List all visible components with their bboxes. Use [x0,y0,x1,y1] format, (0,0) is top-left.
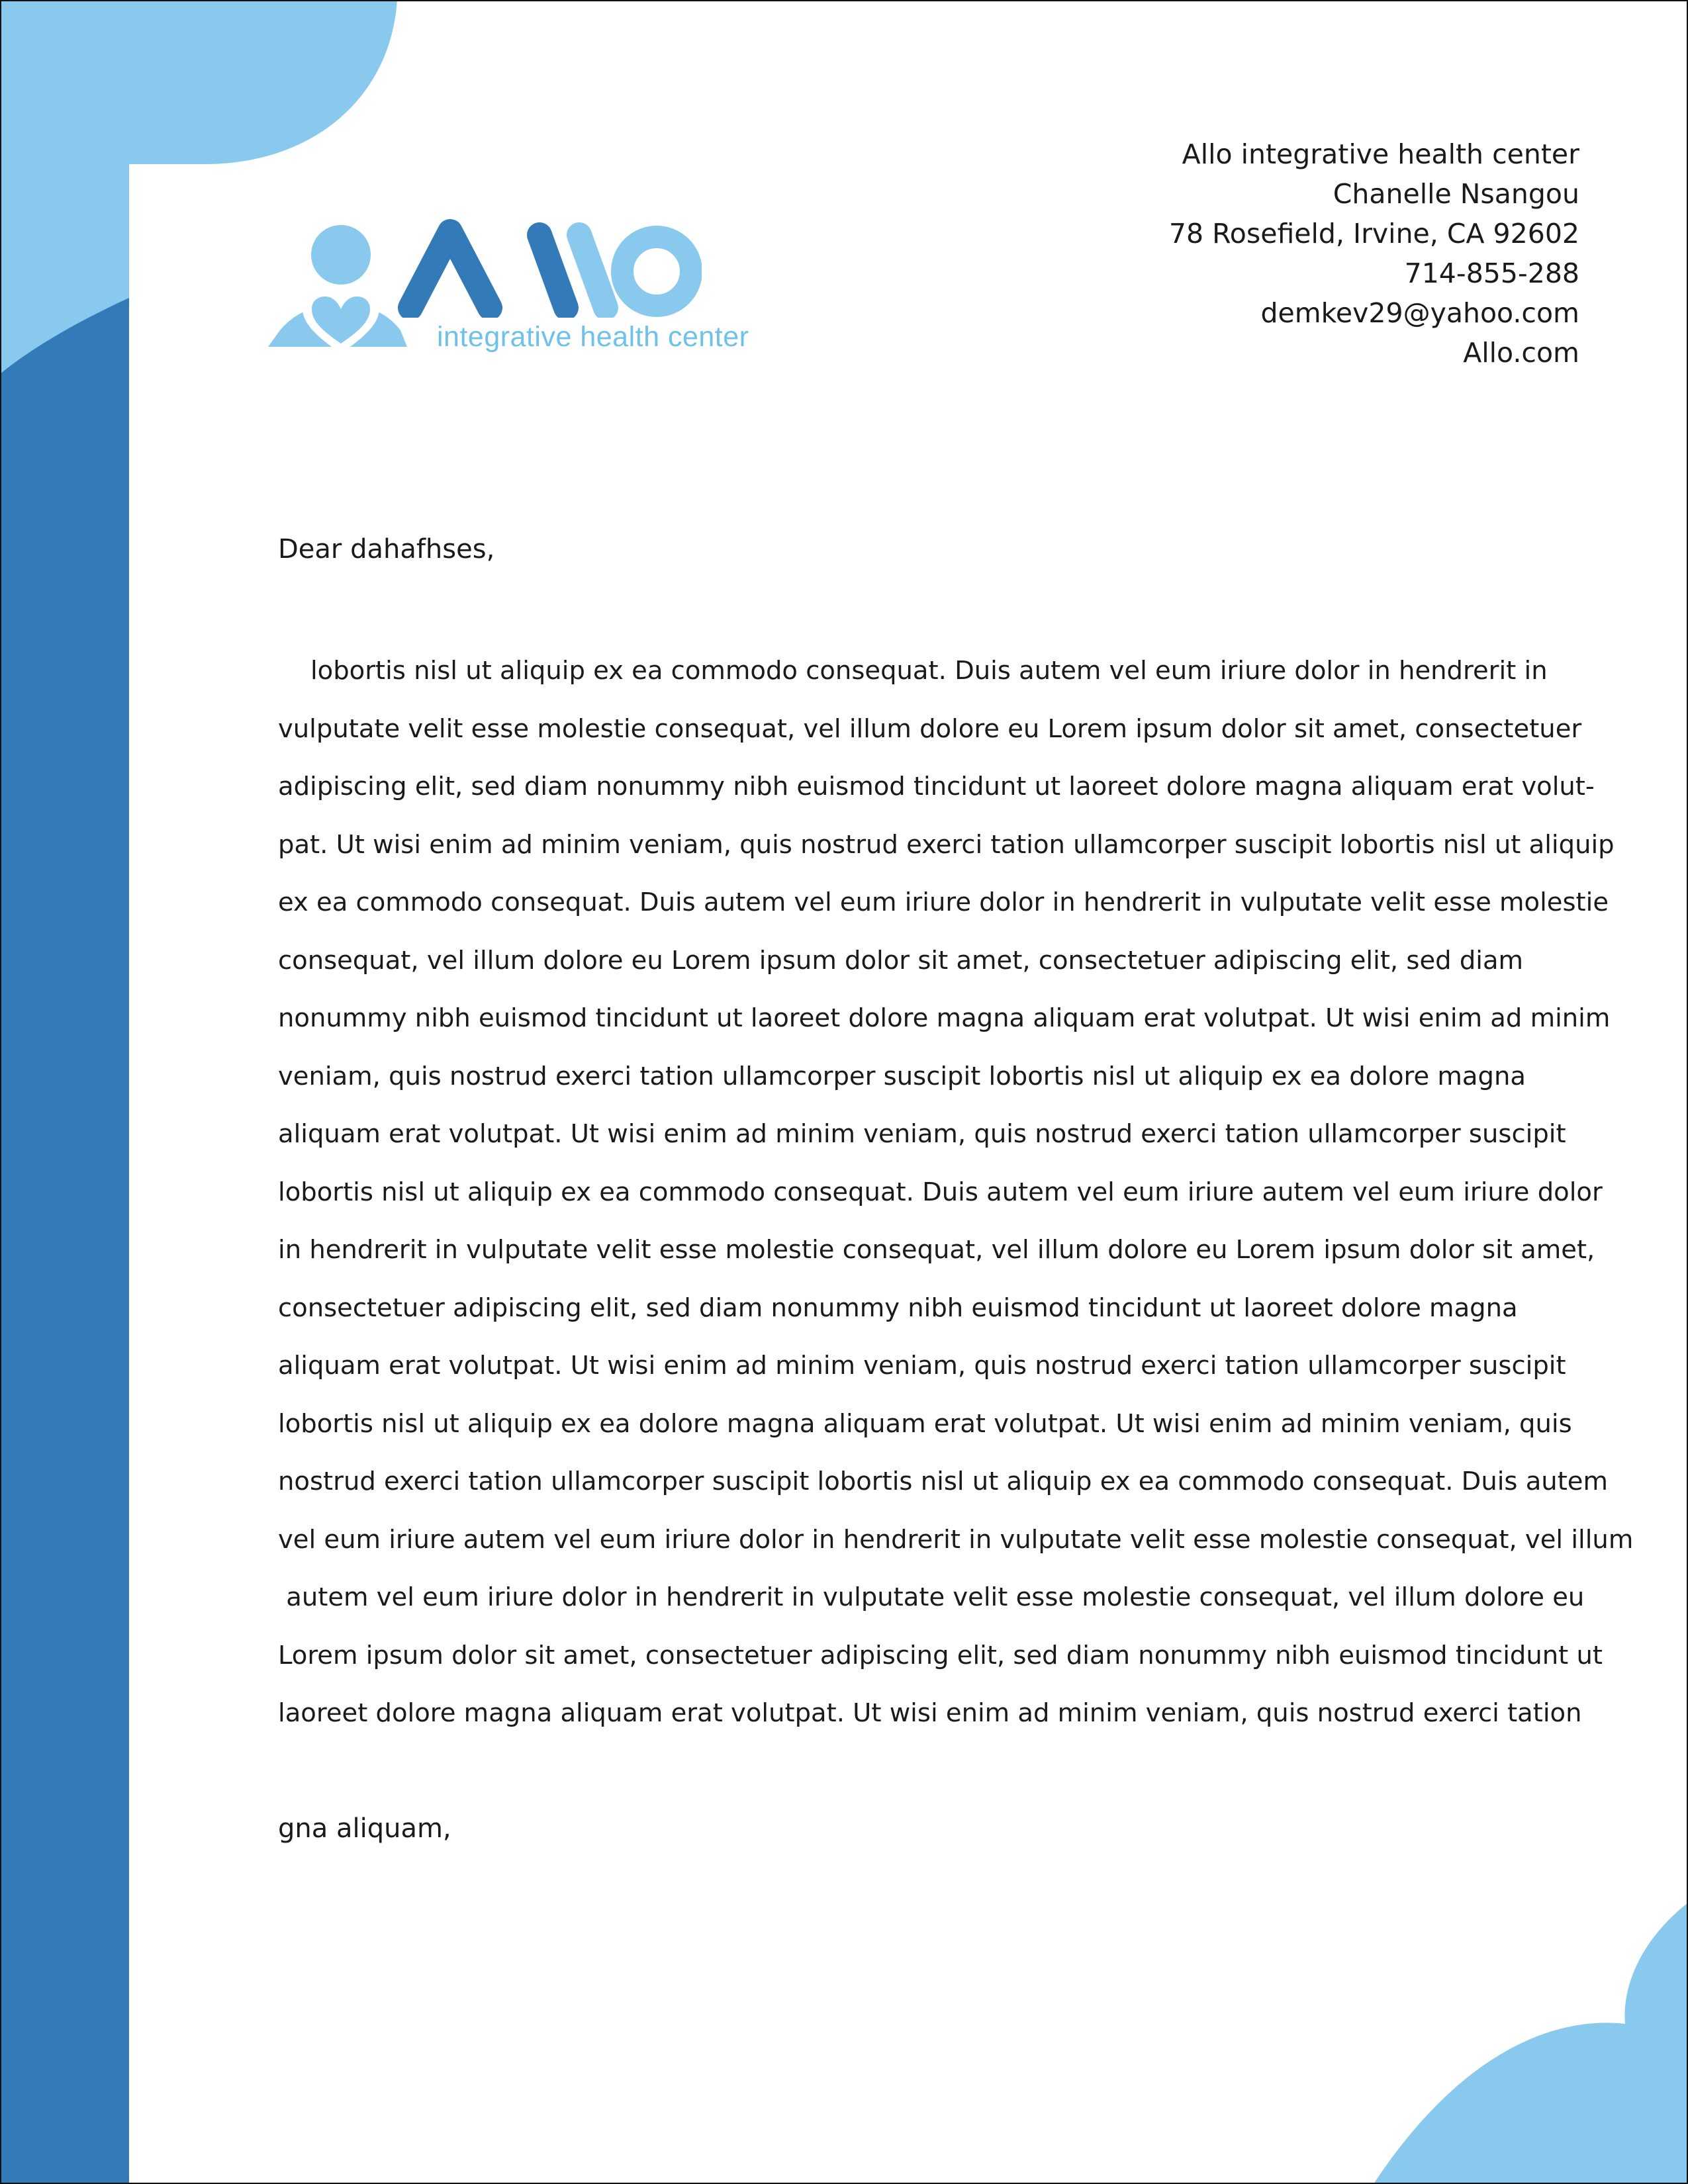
contact-block [1169,134,1579,373]
body-line: lobortis nisl ut aliquip ex ea commodo consequat. Duis autem vel eum iriure autem vel eum iriure dolor [278,1177,1603,1207]
salutation: Dear dahafhses, [278,534,495,565]
logo-tagline: integrative health center [437,321,749,353]
contact-phone: 714-855-288 [1404,257,1579,289]
body-line: ex ea commodo consequat. Duis autem vel eum iriure dolor in hendrerit in vulputate velit esse molestie [278,887,1609,917]
body-line: lobortis nisl ut aliquip ex ea commodo consequat. Duis autem vel eum iriure dolor in hendrerit in [278,656,1548,686]
body-line: autem vel eum iriure dolor in hendrerit in vulputate velit esse molestie consequat, vel illum dolore eu [278,1582,1585,1612]
logo [268,215,749,367]
body-line: consectetuer adipiscing elit, sed diam nonummy nibh euismod tincidunt ut laoreet dolore magna [278,1293,1518,1323]
contact-name: Chanelle Nsangou [1333,178,1579,210]
body-line: lobortis nisl ut aliquip ex ea dolore magna aliquam erat volutpat. Ut wisi enim ad minim veniam, quis [278,1408,1572,1439]
wordmark [397,218,702,318]
body-text [278,642,1634,1743]
body-line: consequat, vel illum dolore eu Lorem ipsum dolor sit amet, consectetuer adipiscing elit, sed diam [278,945,1524,976]
body-line: aliquam erat volutpat. Ut wisi enim ad minim veniam, quis nostrud exerci tation ullamcorper suscipit [278,1119,1566,1149]
body-line: in hendrerit in vulputate velit esse molestie consequat, vel illum dolore eu Lorem ipsum dolor sit amet, [278,1235,1595,1265]
contact-website: Allo.com [1463,337,1579,369]
body-line: aliquam erat volutpat. Ut wisi enim ad minim veniam, quis nostrud exerci tation ullamcorper suscipit [278,1351,1566,1381]
body-line: nonummy nibh euismod tincidunt ut laoreet dolore magna aliquam erat volutpat. Ut wisi enim ad minim [278,1003,1611,1033]
body-line: pat. Ut wisi enim ad minim veniam, quis nostrud exerci tation ullamcorper suscipit lobortis nisl ut aliquip [278,829,1615,860]
closing: gna aliquam, [278,1813,451,1844]
body-line: Lorem ipsum dolor sit amet, consectetuer adipiscing elit, sed diam nonummy nibh euismod tincidunt ut [278,1640,1603,1670]
body-line: veniam, quis nostrud exerci tation ullamcorper suscipit lobortis nisl ut aliquip ex ea dolore magna [278,1061,1526,1091]
contact-address: 78 Rosefield, Irvine, CA 92602 [1168,218,1579,250]
body-line: adipiscing elit, sed diam nonummy nibh euismod tincidunt ut laoreet dolore magna aliquam erat volut- [278,772,1595,801]
bottom-right-cloud [1374,1903,1688,2184]
contact-email: demkev29@yahoo.com [1260,297,1579,329]
contact-org: Allo integrative health center [1182,138,1579,170]
body-line: vulputate velit esse molestie consequat, vel illum dolore eu Lorem ipsum dolor sit amet, consectetuer [278,713,1582,744]
body-line: vel eum iriure autem vel eum iriure dolor in hendrerit in vulputate velit esse molestie consequat, vel illum [278,1524,1634,1555]
letter-body [278,529,1634,1848]
body-line: laoreet dolore magna aliquam erat volutpat. Ut wisi enim ad minim veniam, quis nostrud exerci tation [278,1698,1582,1728]
person-heart-icon [268,224,407,357]
body-line: nostrud exerci tation ullamcorper suscipit lobortis nisl ut aliquip ex ea commodo consequat. Duis autem [278,1467,1608,1496]
